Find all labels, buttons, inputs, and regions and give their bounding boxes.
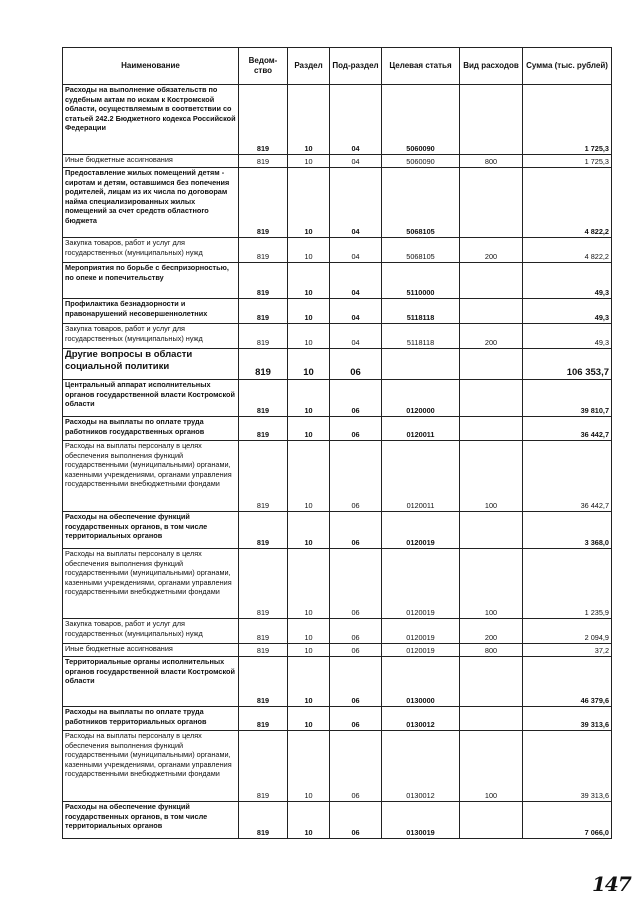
row-vid-raskhodov: 200 <box>460 619 523 644</box>
row-podrazdel: 06 <box>330 657 382 707</box>
row-summa: 36 442,7 <box>523 417 612 441</box>
row-vid-raskhodov: 100 <box>460 731 523 802</box>
table-row <box>63 168 612 238</box>
row-vid-raskhodov <box>460 417 523 441</box>
row-vedomstvo: 819 <box>239 619 288 644</box>
row-vedomstvo: 819 <box>239 707 288 731</box>
budget-table <box>62 47 612 839</box>
row-name: Расходы на выплаты персоналу в целях обеспечения выполнения функций государственными (муниципальными) органами, казенными учреждениями, органами управления государственными внебюджетными фондами <box>63 731 239 802</box>
row-vid-raskhodov <box>460 802 523 839</box>
table-row <box>63 512 612 549</box>
row-podrazdel: 04 <box>330 238 382 263</box>
row-razdel: 10 <box>288 707 330 731</box>
table-row <box>63 707 612 731</box>
row-name: Расходы на выплаты персоналу в целях обеспечения выполнения функций государственными (муниципальными) органами, казенными учреждениями, органами управления государственными внебюджетными фондами <box>63 549 239 619</box>
row-vedomstvo: 819 <box>239 802 288 839</box>
row-podrazdel: 06 <box>330 731 382 802</box>
row-vedomstvo: 819 <box>239 349 288 380</box>
row-vedomstvo: 819 <box>239 238 288 263</box>
row-tselevaya-statya: 5118118 <box>382 299 460 324</box>
header-tselevaya-statya: Целевая статья <box>382 48 460 85</box>
header-vedomstvo: Ведом-ство <box>239 48 288 85</box>
row-podrazdel: 06 <box>330 707 382 731</box>
row-summa: 7 066,0 <box>523 802 612 839</box>
row-podrazdel: 04 <box>330 168 382 238</box>
header-name: Наименование <box>63 48 239 85</box>
table-row <box>63 299 612 324</box>
row-podrazdel: 04 <box>330 263 382 299</box>
row-podrazdel: 04 <box>330 155 382 168</box>
header-razdel: Раздел <box>288 48 330 85</box>
table-row <box>63 417 612 441</box>
row-name: Профилактика безнадзорности и правонарушений несовершеннолетних <box>63 299 239 324</box>
row-vid-raskhodov <box>460 299 523 324</box>
row-vedomstvo: 819 <box>239 299 288 324</box>
row-vid-raskhodov <box>460 85 523 155</box>
row-summa: 37,2 <box>523 644 612 657</box>
row-tselevaya-statya: 0120019 <box>382 549 460 619</box>
budget-table-sheet <box>62 47 611 839</box>
row-name: Расходы на выплаты персоналу в целях обеспечения выполнения функций государственными (муниципальными) органами, казенными учреждениями, органами управления государственными внебюджетными фондами <box>63 441 239 512</box>
row-tselevaya-statya: 0120019 <box>382 512 460 549</box>
row-vid-raskhodov <box>460 657 523 707</box>
table-row <box>63 238 612 263</box>
row-name: Закупка товаров, работ и услуг для государственных (муниципальных) нужд <box>63 324 239 349</box>
row-vedomstvo: 819 <box>239 644 288 657</box>
row-razdel: 10 <box>288 417 330 441</box>
row-vid-raskhodov: 800 <box>460 155 523 168</box>
row-name: Расходы на выполнение обязательств по судебным актам по искам к Костромской области, осуществляемым в соответствии со статьей 242.2 Бюджетного кодекса Российской Федерации <box>63 85 239 155</box>
row-razdel: 10 <box>288 155 330 168</box>
row-razdel: 10 <box>288 619 330 644</box>
row-razdel: 10 <box>288 299 330 324</box>
row-vid-raskhodov <box>460 349 523 380</box>
row-razdel: 10 <box>288 238 330 263</box>
row-name: Территориальные органы исполнительных органов государственной власти Костромской области <box>63 657 239 707</box>
row-razdel: 10 <box>288 657 330 707</box>
row-vedomstvo: 819 <box>239 168 288 238</box>
row-podrazdel: 06 <box>330 644 382 657</box>
row-vid-raskhodov: 800 <box>460 644 523 657</box>
row-name: Расходы на обеспечение функций государственных органов, в том числе территориальных органов <box>63 512 239 549</box>
row-name: Центральный аппарат исполнительных органов государственной власти Костромской области <box>63 380 239 417</box>
row-podrazdel: 06 <box>330 619 382 644</box>
row-tselevaya-statya: 0130012 <box>382 707 460 731</box>
row-razdel: 10 <box>288 802 330 839</box>
row-vedomstvo: 819 <box>239 549 288 619</box>
table-row <box>63 380 612 417</box>
row-summa: 3 368,0 <box>523 512 612 549</box>
table-body <box>63 85 612 839</box>
table-row <box>63 263 612 299</box>
table-row <box>63 155 612 168</box>
row-tselevaya-statya: 0130000 <box>382 657 460 707</box>
row-podrazdel: 06 <box>330 349 382 380</box>
row-name: Расходы на выплаты по оплате труда работников территориальных органов <box>63 707 239 731</box>
row-name: Закупка товаров, работ и услуг для государственных (муниципальных) нужд <box>63 238 239 263</box>
row-vid-raskhodov <box>460 512 523 549</box>
row-vedomstvo: 819 <box>239 380 288 417</box>
row-summa: 1 235,9 <box>523 549 612 619</box>
row-tselevaya-statya: 5118118 <box>382 324 460 349</box>
row-tselevaya-statya: 0120000 <box>382 380 460 417</box>
row-razdel: 10 <box>288 85 330 155</box>
row-tselevaya-statya: 5068105 <box>382 238 460 263</box>
row-vedomstvo: 819 <box>239 512 288 549</box>
row-summa: 39 810,7 <box>523 380 612 417</box>
row-vedomstvo: 819 <box>239 441 288 512</box>
row-summa: 4 822,2 <box>523 238 612 263</box>
row-summa: 39 313,6 <box>523 731 612 802</box>
row-summa: 4 822,2 <box>523 168 612 238</box>
table-row <box>63 802 612 839</box>
table-row <box>63 85 612 155</box>
row-vedomstvo: 819 <box>239 263 288 299</box>
row-summa: 36 442,7 <box>523 441 612 512</box>
table-header-row <box>63 48 612 85</box>
row-summa: 49,3 <box>523 263 612 299</box>
row-name: Иные бюджетные ассигнования <box>63 644 239 657</box>
table-row <box>63 731 612 802</box>
header-summa: Сумма (тыс. рублей) <box>523 48 612 85</box>
row-podrazdel: 04 <box>330 299 382 324</box>
row-razdel: 10 <box>288 441 330 512</box>
row-vedomstvo: 819 <box>239 417 288 441</box>
row-razdel: 10 <box>288 263 330 299</box>
row-summa: 49,3 <box>523 324 612 349</box>
header-vid-raskhodov: Вид расходов <box>460 48 523 85</box>
row-vedomstvo: 819 <box>239 155 288 168</box>
row-vedomstvo: 819 <box>239 657 288 707</box>
row-razdel: 10 <box>288 512 330 549</box>
row-podrazdel: 06 <box>330 802 382 839</box>
row-tselevaya-statya: 0120019 <box>382 619 460 644</box>
row-podrazdel: 06 <box>330 441 382 512</box>
row-razdel: 10 <box>288 644 330 657</box>
row-razdel: 10 <box>288 168 330 238</box>
row-razdel: 10 <box>288 731 330 802</box>
row-tselevaya-statya <box>382 349 460 380</box>
table-row <box>63 644 612 657</box>
row-podrazdel: 06 <box>330 380 382 417</box>
row-vid-raskhodov: 100 <box>460 441 523 512</box>
row-vid-raskhodov: 200 <box>460 238 523 263</box>
row-vedomstvo: 819 <box>239 324 288 349</box>
row-podrazdel: 06 <box>330 549 382 619</box>
row-tselevaya-statya: 0120011 <box>382 417 460 441</box>
row-vid-raskhodov <box>460 707 523 731</box>
row-razdel: 10 <box>288 324 330 349</box>
row-razdel: 10 <box>288 349 330 380</box>
row-tselevaya-statya: 5060090 <box>382 85 460 155</box>
row-tselevaya-statya: 5068105 <box>382 168 460 238</box>
table-row <box>63 549 612 619</box>
row-name: Расходы на выплаты по оплате труда работников государственных органов <box>63 417 239 441</box>
row-podrazdel: 04 <box>330 85 382 155</box>
row-razdel: 10 <box>288 380 330 417</box>
row-vid-raskhodov <box>460 263 523 299</box>
row-podrazdel: 06 <box>330 417 382 441</box>
row-podrazdel: 06 <box>330 512 382 549</box>
row-razdel: 10 <box>288 549 330 619</box>
row-name: Предоставление жилых помещений детям - сиротам и детям, оставшимся без попечения родителей, лицам из их числа по договорам найма специализированных жилых помещений за счет средств областного бюджета <box>63 168 239 238</box>
row-name: Мероприятия по борьбе с беспризорностью, по опеке и попечительству <box>63 263 239 299</box>
table-row <box>63 619 612 644</box>
table-row <box>63 657 612 707</box>
row-summa: 106 353,7 <box>523 349 612 380</box>
table-row <box>63 349 612 380</box>
row-podrazdel: 04 <box>330 324 382 349</box>
row-vid-raskhodov <box>460 168 523 238</box>
page-number: 147 <box>592 872 631 896</box>
row-vid-raskhodov <box>460 380 523 417</box>
row-summa: 1 725,3 <box>523 155 612 168</box>
row-summa: 2 094,9 <box>523 619 612 644</box>
row-tselevaya-statya: 5060090 <box>382 155 460 168</box>
row-tselevaya-statya: 0120019 <box>382 644 460 657</box>
row-name: Закупка товаров, работ и услуг для государственных (муниципальных) нужд <box>63 619 239 644</box>
row-name: Иные бюджетные ассигнования <box>63 155 239 168</box>
row-name: Расходы на обеспечение функций государственных органов, в том числе территориальных органов <box>63 802 239 839</box>
row-tselevaya-statya: 5110000 <box>382 263 460 299</box>
row-summa: 1 725,3 <box>523 85 612 155</box>
table-row <box>63 441 612 512</box>
row-tselevaya-statya: 0120011 <box>382 441 460 512</box>
row-vid-raskhodov: 200 <box>460 324 523 349</box>
header-podrazdel: Под-раздел <box>330 48 382 85</box>
row-vid-raskhodov: 100 <box>460 549 523 619</box>
row-name: Другие вопросы в области социальной политики <box>63 349 239 380</box>
row-summa: 49,3 <box>523 299 612 324</box>
row-summa: 39 313,6 <box>523 707 612 731</box>
row-tselevaya-statya: 0130019 <box>382 802 460 839</box>
row-vedomstvo: 819 <box>239 731 288 802</box>
table-row <box>63 324 612 349</box>
row-vedomstvo: 819 <box>239 85 288 155</box>
row-summa: 46 379,6 <box>523 657 612 707</box>
row-tselevaya-statya: 0130012 <box>382 731 460 802</box>
